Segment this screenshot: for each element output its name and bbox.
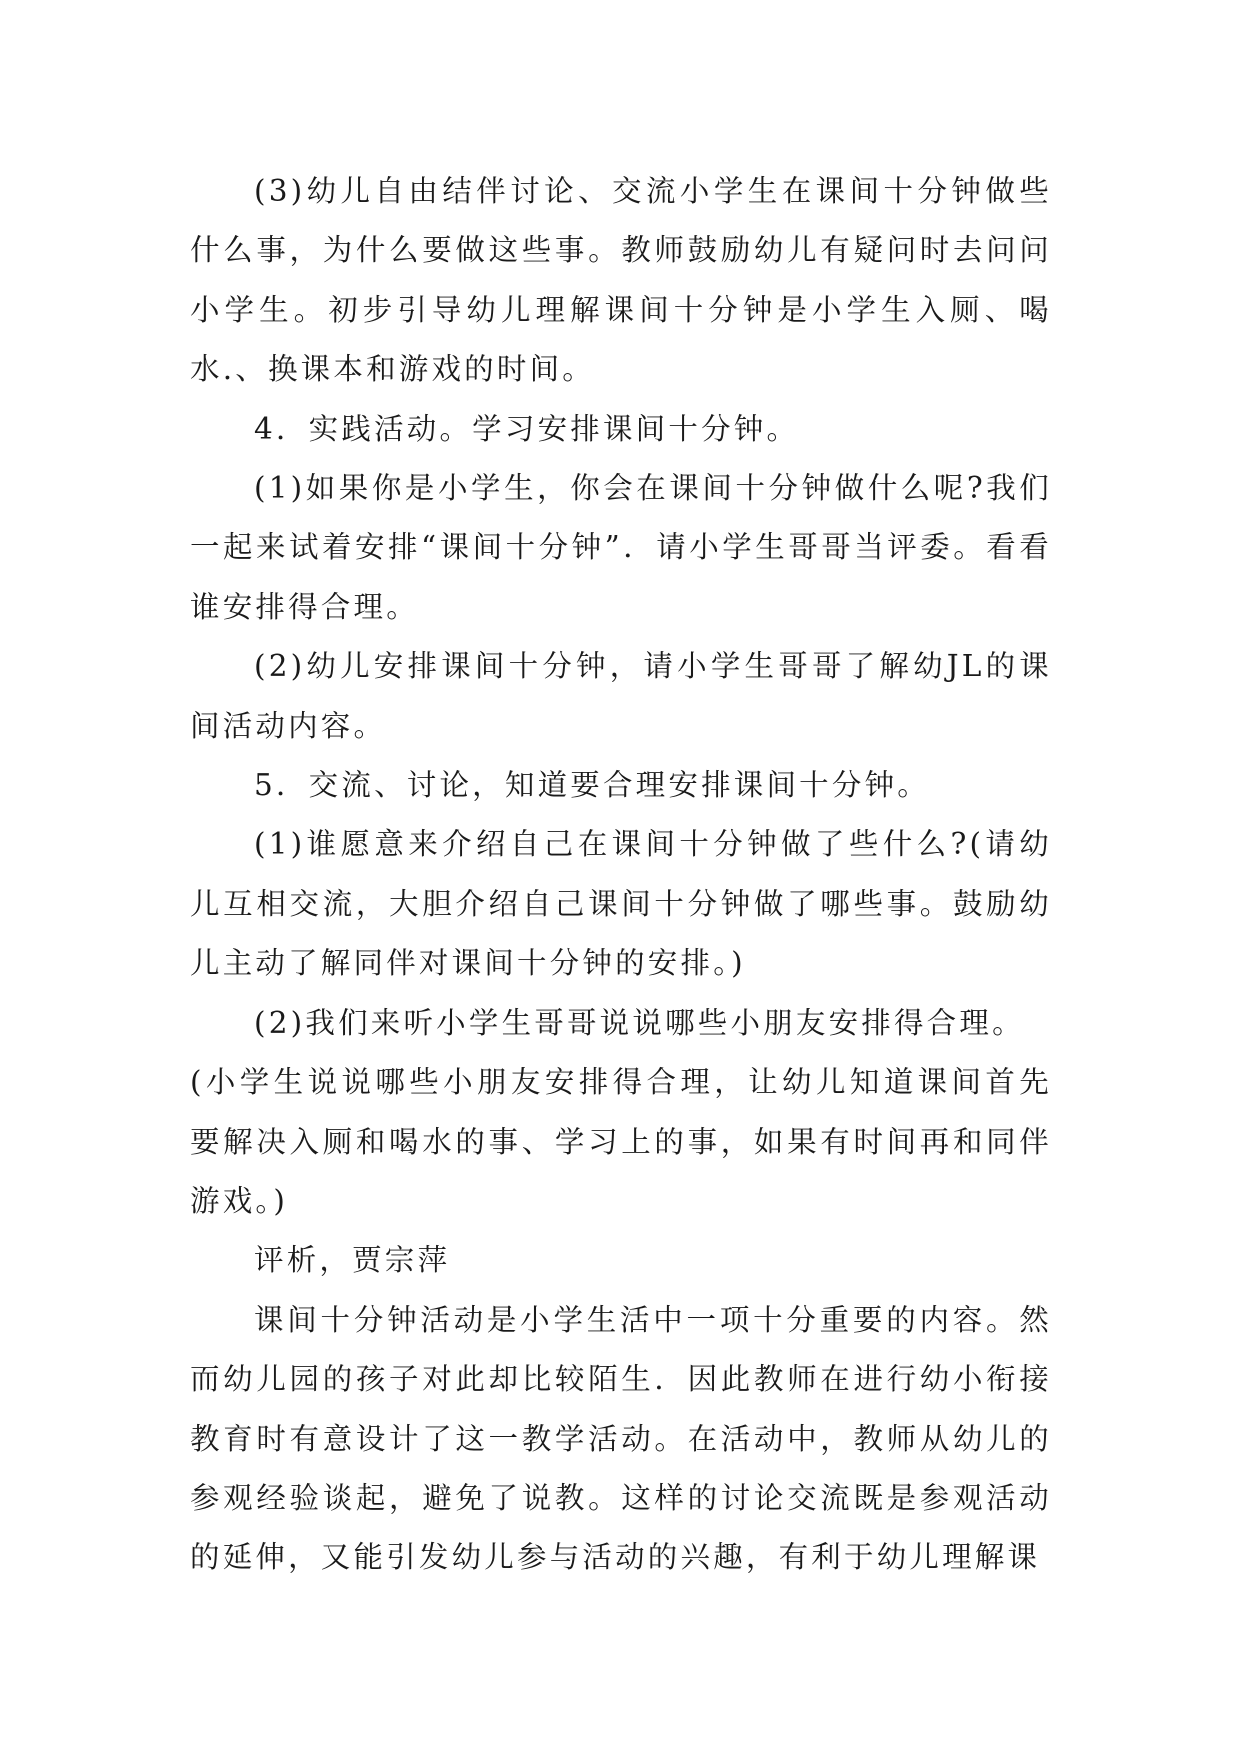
document-page: [190, 162, 1052, 1588]
paragraph-exchange-2: (2)我们来听小学生哥哥说说哪些小朋友安排得合理。: [254, 1005, 1025, 1040]
paragraph-exchange-1: (1)谁愿意来介绍自己在课间十分钟做了些什么?(请幼儿互相交流，大胆介绍自己课间十分钟做了哪些事。鼓励幼儿主动了解同伴对课间十分钟的安排。): [190, 827, 1052, 981]
paragraph-exchange-2-note: (小学生说说哪些小朋友安排得合理，让幼儿知道课间首先要解决入厕和喝水的事、学习上的事，如果有时间再和同伴游戏。): [190, 1065, 1052, 1218]
section-heading-5: 5．交流、讨论，知道要合理安排课间十分钟。: [254, 768, 930, 803]
commentary-paragraph: 课间十分钟活动是小学生活中一项十分重要的内容。然而幼儿园的孩子对此却比较陌生．因此教师在进行幼小衔接教育时有意设计了这一教学活动。在活动中，教师从幼儿的参观经验谈起，避免了说教。这样的讨论交流既是参观活动的延伸，又能引发幼儿参与活动的兴趣，有利于幼儿理解课: [190, 1302, 1052, 1575]
commentary-heading: 评析，贾宗萍: [254, 1243, 451, 1278]
section-heading-4: 4．实践活动。学习安排课间十分钟。: [254, 411, 800, 446]
paragraph-discussion-3: (3)幼儿自由结伴讨论、交流小学生在课间十分钟做些什么事，为什么要做这些事。教师鼓励幼儿有疑问时去问问小学生。初步引导幼儿理解课间十分钟是小学生入厕、喝水.、换课本和游戏的时间。: [190, 174, 1052, 387]
paragraph-practice-2: (2)幼儿安排课间十分钟，请小学生哥哥了解幼JL的课间活动内容。: [190, 649, 1052, 743]
paragraph-practice-1: (1)如果你是小学生，你会在课间十分钟做什么呢?我们一起来试着安排“课间十分钟”．请小学生哥哥当评委。看看谁安排得合理。: [190, 471, 1052, 624]
